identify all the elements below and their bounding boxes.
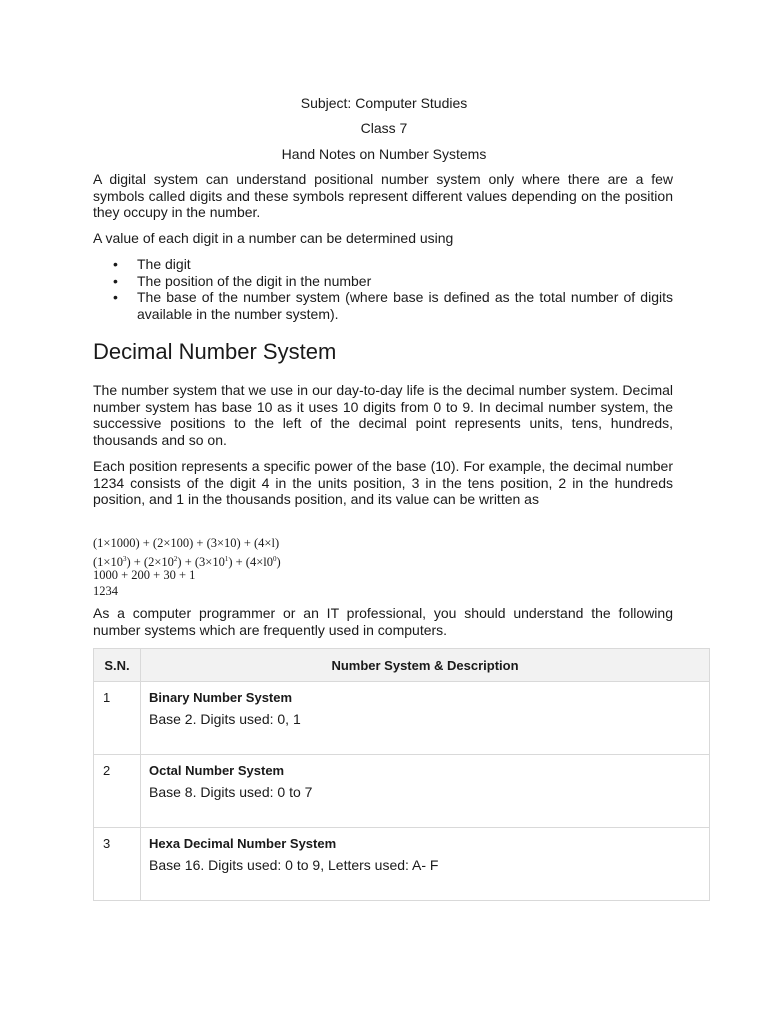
table-header-row (94, 649, 710, 682)
bullet-icon: • (113, 272, 118, 289)
description-column-header: Number System & Description (141, 649, 710, 682)
bullet-icon: • (113, 256, 118, 272)
row-description (141, 682, 710, 755)
expansion-line-4: 1234 (93, 584, 118, 598)
class-line: Class 7 (360, 120, 408, 136)
expansion-line-2: $(1\times 10^3) + (2\times 10^2) + (3\times 10^1) + (4\times l0^0)$ (93, 555, 281, 569)
expansion-line-3: 1000 + 200 + 30 + 1 (93, 568, 196, 582)
table-row (94, 828, 710, 901)
row-number: 2 (94, 755, 141, 828)
row-title: Hexa Decimal Number System (149, 836, 337, 851)
table-row (94, 682, 710, 755)
list-item: • The digit (113, 256, 191, 272)
row-detail: Base 16. Digits used: 0 to 9, Letters used: A- F (149, 857, 439, 873)
sn-column-header: S.N. (94, 649, 141, 682)
intro-lead-in: A value of each digit in a number can be determined using (93, 230, 454, 246)
expansion-line-1: (1×1000) + (2×100) + (3×10) + (4×l) (93, 536, 280, 550)
intro-paragraph: A digital system can understand positional number system only where there are a few symbols called digits and these symbols represent different values depending on the position they occupy in the number. (93, 171, 673, 220)
row-title: Binary Number System (149, 690, 293, 705)
decimal-paragraph: The number system that we use in our day-to-day life is the decimal number system. Decimal number system has base 10 as it uses 10 digits from 0 to 9. In decimal number system, the successive positions to the left of the decimal point represents units, tens, hundreds, thousands and so on. (93, 382, 673, 448)
power-paragraph: Each position represents a specific power of the base (10). For example, the decimal number 1234 consists of the digit 4 in the units position, 3 in the tens position, 2 in the hundreds position, and 1 in the thousands position, and its value can be written as (93, 458, 673, 507)
list-item: • The position of the digit in the number (113, 272, 372, 289)
number-systems-table (93, 648, 710, 901)
subject-line: Subject: Computer Studies (300, 95, 468, 111)
row-description (141, 828, 710, 901)
table-row (94, 755, 710, 828)
digit-value-factors-list (93, 256, 673, 322)
notes-title: Hand Notes on Number Systems (281, 146, 487, 162)
row-detail: Base 8. Digits used: 0 to 7 (149, 784, 313, 800)
row-number: 3 (94, 828, 141, 901)
bullet-icon: • (113, 289, 118, 305)
section-heading: Decimal Number System (93, 339, 337, 364)
programmer-paragraph: As a computer programmer or an IT professional, you should understand the following number systems which are frequently used in computers. (93, 605, 673, 638)
row-description (141, 755, 710, 828)
row-number: 1 (94, 682, 141, 755)
row-detail: Base 2. Digits used: 0, 1 (149, 711, 301, 727)
row-title: Octal Number System (149, 763, 285, 778)
list-item: • The base of the number system (where base is defined as the total number of digits available in the number system). (113, 289, 673, 322)
